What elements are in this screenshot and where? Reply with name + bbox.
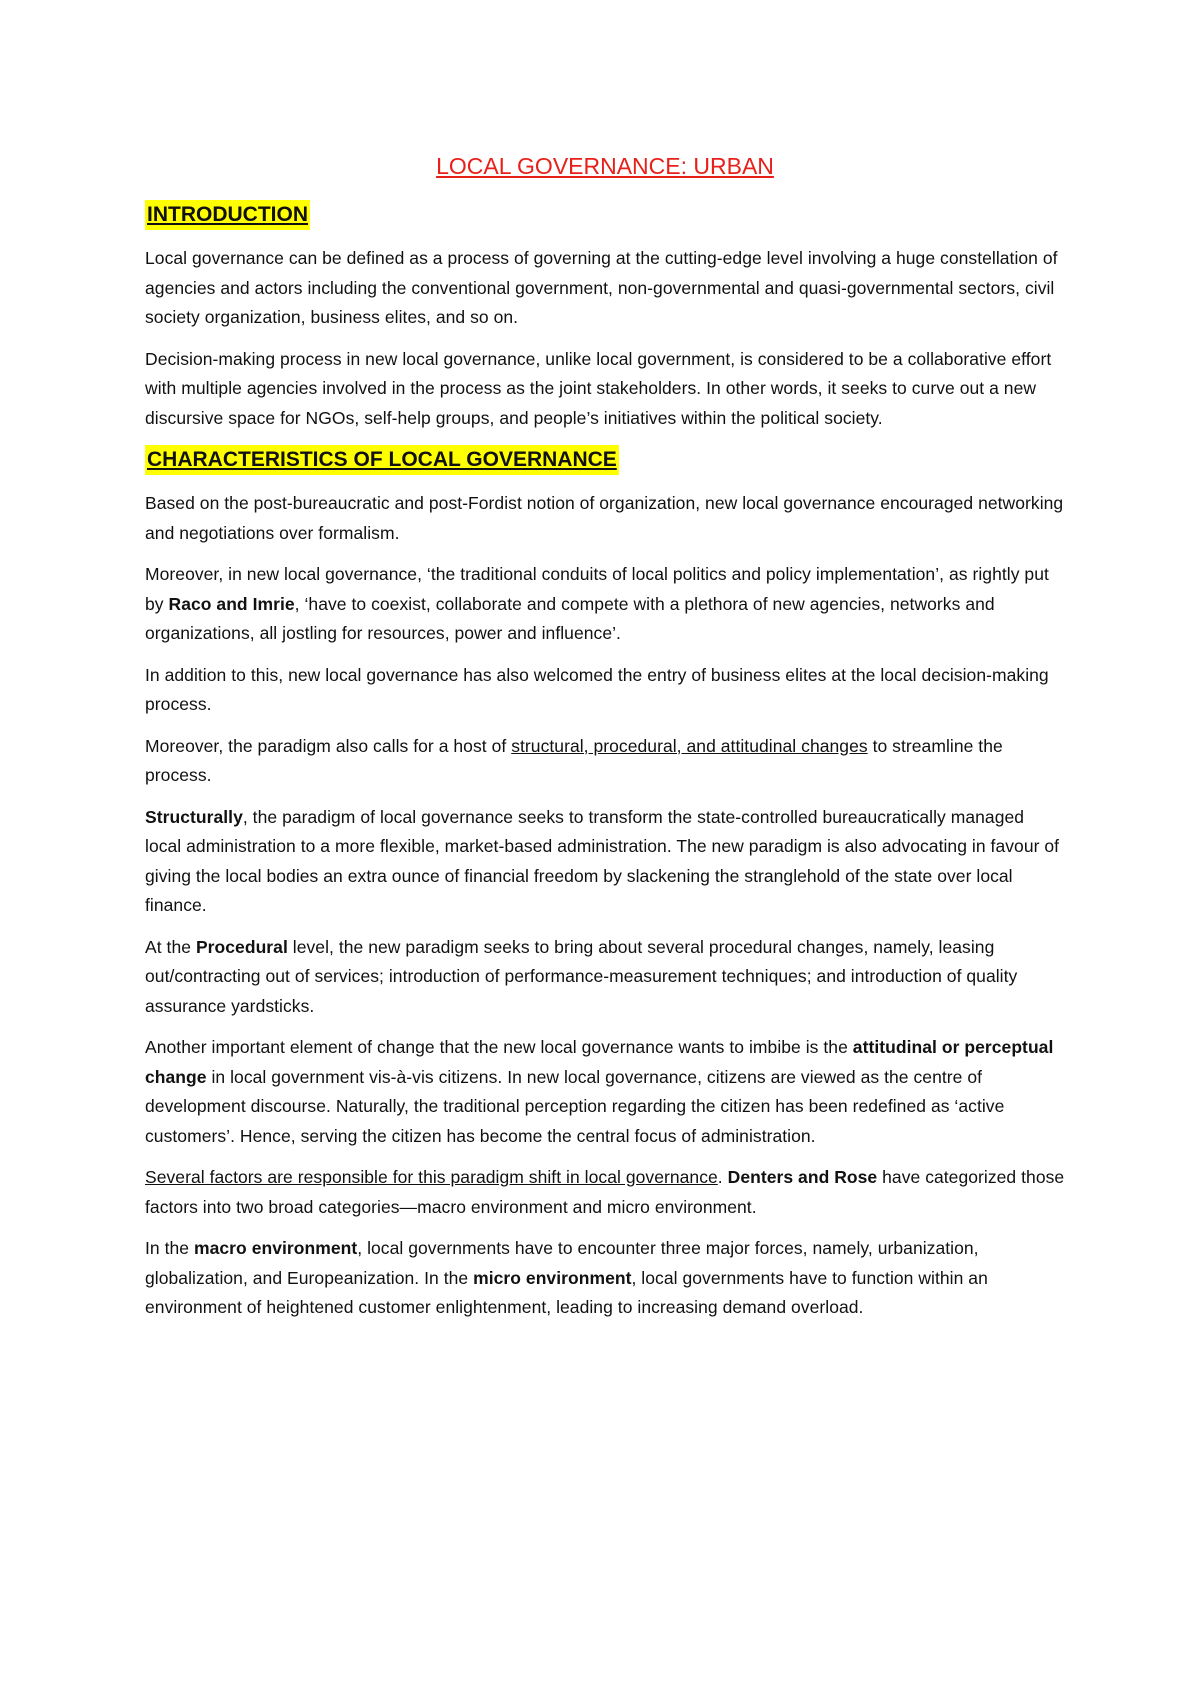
paragraph-text: In the — [145, 1238, 194, 1258]
paragraph-text: , ‘have to coexist, collaborate and compete with a plethora of new agencies, networks and organizations, all jostling for resources, power and influence’. — [145, 593, 995, 643]
characteristics-paragraph-1 — [145, 489, 1065, 548]
paragraph-text: At the — [145, 936, 196, 957]
paragraph-text: have categorized those factors into two broad categories—macro environment and micro environment. — [145, 1167, 1065, 1217]
underlined-factors-phrase: Several factors are responsible for this paradigm shift in local governance — [145, 1167, 718, 1187]
author-raco-imrie: Raco and Imrie — [168, 593, 295, 614]
paragraph-text: level, the new paradigm seeks to bring about several procedural changes, namely, leasing out/contracting out of services; introduction of performance-measurement techniques; and introduction of quality assurance yardsticks. — [145, 936, 1018, 1016]
characteristics-paragraph-1-text: Based on the post-bureaucratic and post-Fordist notion of organization, new local governance encouraged networking and negotiations over formalism. — [145, 493, 1064, 543]
author-denters-rose: Denters and Rose — [727, 1167, 878, 1187]
characteristics-paragraph-6 — [145, 933, 1065, 1022]
section-introduction — [145, 200, 1065, 230]
characteristics-paragraph-5 — [145, 803, 1065, 921]
intro-paragraph-1-text: Local governance can be defined as a process of governing at the cutting-edge level involving a huge constellation of agencies and actors including the conventional government, non-governmental and quasi-governmental sectors, civil society organization, business elites, and so on. — [145, 248, 1058, 327]
characteristics-paragraph-7 — [145, 1033, 1065, 1151]
document-title: LOCAL GOVERNANCE: URBAN — [436, 153, 774, 179]
characteristics-paragraph-9 — [145, 1234, 1065, 1323]
section-heading-characteristics: CHARACTERISTICS OF LOCAL GOVERNANCE — [145, 445, 619, 475]
characteristics-paragraph-4 — [145, 732, 1065, 791]
paragraph-text: In addition to this, new local governance has also welcomed the entry of business elites at the local decision-making process. — [145, 664, 1049, 714]
intro-paragraph-2 — [145, 345, 1065, 434]
intro-paragraph-2-text: Decision-making process in new local governance, unlike local government, is considered to be a collaborative effort with multiple agencies involved in the process as the joint stakeholders. In other words, it seeks to curve out a new discursive space for NGOs, self-help groups, and people’s initiatives within the political society. — [145, 348, 1052, 428]
characteristics-paragraph-2 — [145, 560, 1065, 649]
underlined-changes-phrase: structural, procedural, and attitudinal changes — [511, 735, 868, 756]
bold-term-macro-environment: macro environment — [194, 1238, 358, 1258]
paragraph-text: , local governments have to function within an environment of heightened customer enlightenment, leading to increasing demand overload. — [145, 1267, 988, 1317]
document-body — [145, 150, 1065, 1335]
bold-term-structurally: Structurally — [145, 806, 243, 827]
paragraph-text: Moreover, the paradigm also calls for a host of — [145, 735, 512, 756]
paragraph-text: Another important element of change that the new local governance wants to imbibe is the — [145, 1037, 853, 1057]
paragraph-text: , local governments have to encounter three major forces, namely, urbanization, globalization, and Europeanization. In the — [145, 1238, 979, 1288]
paragraph-text: . — [717, 1167, 728, 1187]
bold-term-attitudinal: attitudinal or perceptual change — [145, 1037, 1054, 1087]
bold-term-micro-environment: micro environment — [473, 1267, 632, 1288]
paragraph-text: , the paradigm of local governance seeks to transform the state-controlled bureaucratically managed local administration to a more flexible, market-based administration. The new paradigm is also advocating in favour of giving the local bodies an extra ounce of financial freedom by slackening the stranglehold of the state over local finance. — [145, 806, 1060, 915]
intro-paragraph-1 — [145, 244, 1065, 333]
characteristics-paragraph-3 — [145, 661, 1065, 720]
paragraph-text: to streamline the process. — [145, 735, 1003, 785]
paragraph-text: Moreover, in new local governance, ‘the traditional conduits of local politics and policy implementation’, as rightly put by — [145, 564, 1049, 614]
section-characteristics — [145, 445, 1065, 475]
characteristics-paragraph-8 — [145, 1163, 1065, 1222]
section-heading-introduction: INTRODUCTION — [145, 200, 310, 230]
bold-term-procedural: Procedural — [195, 936, 288, 957]
paragraph-text: in local government vis-à-vis citizens. In new local governance, citizens are viewed as the centre of development discourse. Naturally, the traditional perception regarding the citizen has been redefined as ‘active customers’. Hence, serving the citizen has become the central focus of administration. — [145, 1066, 1005, 1146]
